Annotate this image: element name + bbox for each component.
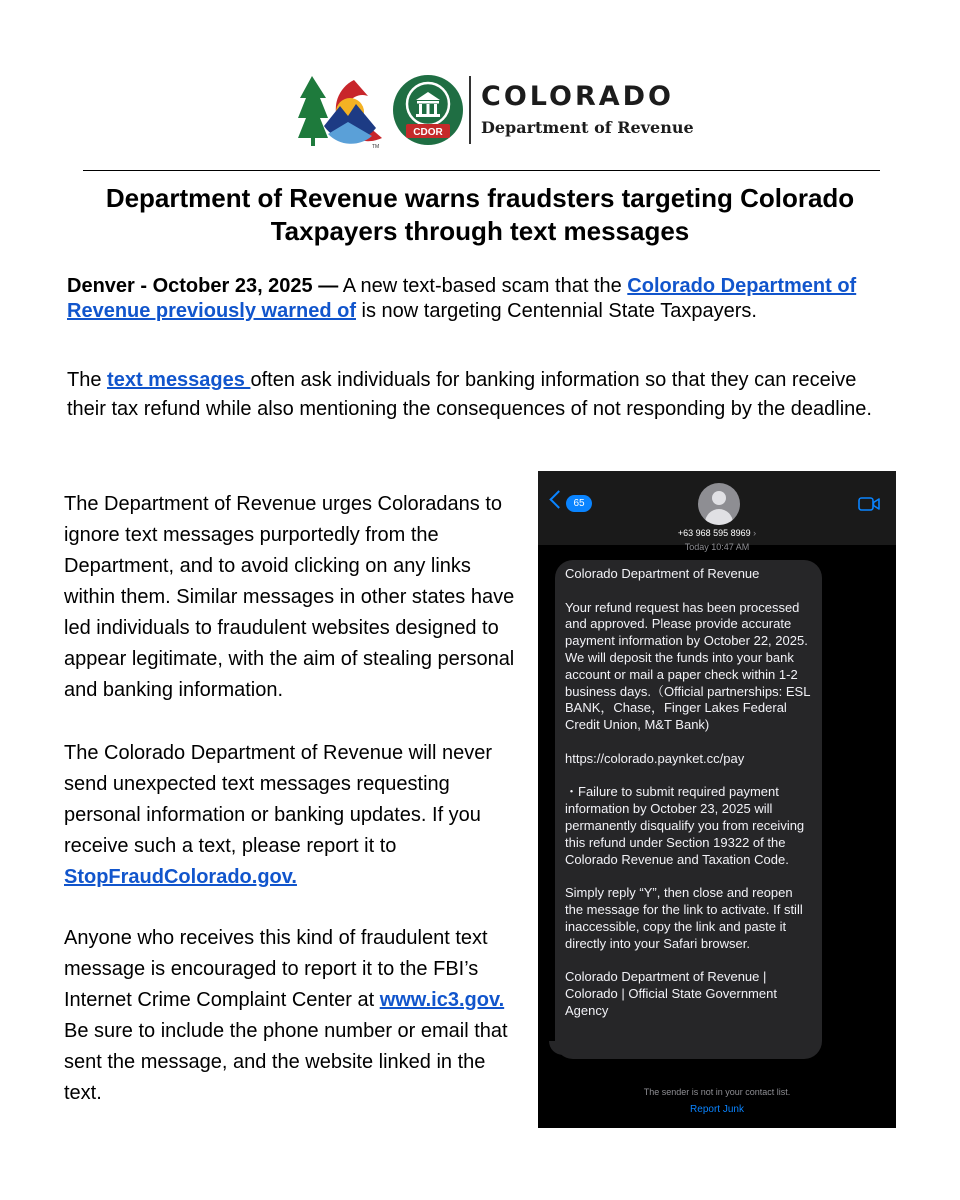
cdor-badge-text: CDOR: [413, 127, 443, 138]
message-line-2: Your refund request has been processed and approved. Please provide accurate payment information by October 22, 2025. We will deposit the funds into your bank account or mail a paper check within 1-2 business days.（Official partnerships: ESL BANK，Chase，Finger Lakes Federal Credit Union, M&T Bank): [565, 599, 810, 733]
unknown-sender-notice: The sender is not in your contact list.: [643, 1087, 791, 1097]
dateline: Denver - October 23, 2025 —: [67, 275, 339, 297]
contact-avatar-icon[interactable]: [698, 483, 740, 525]
stop-fraud-link[interactable]: StopFraudColorado.gov.: [64, 866, 297, 888]
sender-number-text: +63 968 595 8969: [677, 528, 751, 538]
tm-mark: TM: [372, 144, 380, 150]
previous-warning-link[interactable]: Colorado Department of Revenue previously warned of: [67, 275, 857, 322]
urges-paragraph: The Department of Revenue urges Coloradans to ignore text messages purportedly from the Department, and to avoid clicking on any links within them. Similar messages in other states have led individuals to fraudulent websites designed to appear legitimate, with the aim of stealing personal and banking information.: [64, 493, 515, 701]
colorado-logo: [298, 74, 388, 150]
brand-subtitle: Department of Revenue: [481, 118, 694, 137]
unread-count-badge[interactable]: 65: [566, 495, 592, 512]
report-fbi-after: Be sure to include the phone number or email that sent the message, and the website linked in the text.: [64, 1020, 508, 1104]
intro-text-after: is now targeting Centennial State Taxpayers.: [355, 300, 757, 322]
cdor-seal-logo: [392, 74, 464, 146]
header-rule: [83, 170, 880, 171]
para2-before: The: [67, 369, 108, 391]
scam-text-screenshot: [538, 471, 896, 1128]
never-send-paragraph: [64, 738, 524, 893]
avatar-head: [712, 491, 726, 505]
sender-number[interactable]: [538, 528, 896, 538]
text-messages-paragraph: [67, 366, 897, 424]
para2-after: often ask individuals for banking information so that they can receive their tax refund while also mentioning the consequences of not responding by the deadline.: [67, 369, 872, 420]
message-line-1: Colorado Department of Revenue: [565, 566, 760, 581]
report-junk-link[interactable]: Report Junk: [690, 1104, 744, 1115]
avatar-body: [705, 509, 733, 525]
message-bubble[interactable]: [555, 560, 822, 1059]
back-chevron-icon[interactable]: [549, 490, 567, 508]
report-fbi-paragraph: [64, 923, 524, 1109]
brand-name: COLORADO: [481, 81, 675, 112]
message-line-5: Simply reply “Y”, then close and reopen the message for the link to activate. If still inaccessible, copy the link and paste it directly into your Safari browser.: [565, 885, 803, 951]
message-timestamp: Today 10:47 AM: [684, 542, 750, 552]
report-fbi-text: Anyone who receives this kind of fraudulent text message is encouraged to report it to the FBI’s Internet Crime Complaint Center at: [64, 927, 488, 1011]
never-send-text: The Colorado Department of Revenue will never send unexpected text messages requesting personal information or banking updates. If you receive such a text, please report it to: [64, 742, 492, 857]
message-line-6: Colorado Department of Revenue | Colorado | Official State Government Agency: [565, 969, 777, 1018]
page-title: Department of Revenue warns fraudsters targeting Colorado Taxpayers through text messages: [105, 183, 855, 246]
sender-chevron-icon: ›: [753, 528, 757, 538]
header: [0, 70, 960, 150]
message-line-4: ・Failure to submit required payment information by October 23, 2025 will permanently disqualify you from receiving this refund under Section 19322 of the Colorado Revenue and Taxation Code.: [565, 784, 805, 867]
messages-header: [538, 471, 896, 545]
text-messages-link[interactable]: text messages: [107, 369, 251, 391]
brand-text: [481, 82, 694, 137]
ic3-link[interactable]: www.ic3.gov.: [379, 989, 505, 1011]
brand-divider: [469, 76, 471, 144]
message-link: https://colorado.paynket.cc/pay: [565, 750, 745, 766]
intro-paragraph: [67, 274, 897, 324]
intro-text-before: A new text-based scam that the: [338, 275, 628, 297]
video-call-icon[interactable]: [858, 497, 880, 511]
